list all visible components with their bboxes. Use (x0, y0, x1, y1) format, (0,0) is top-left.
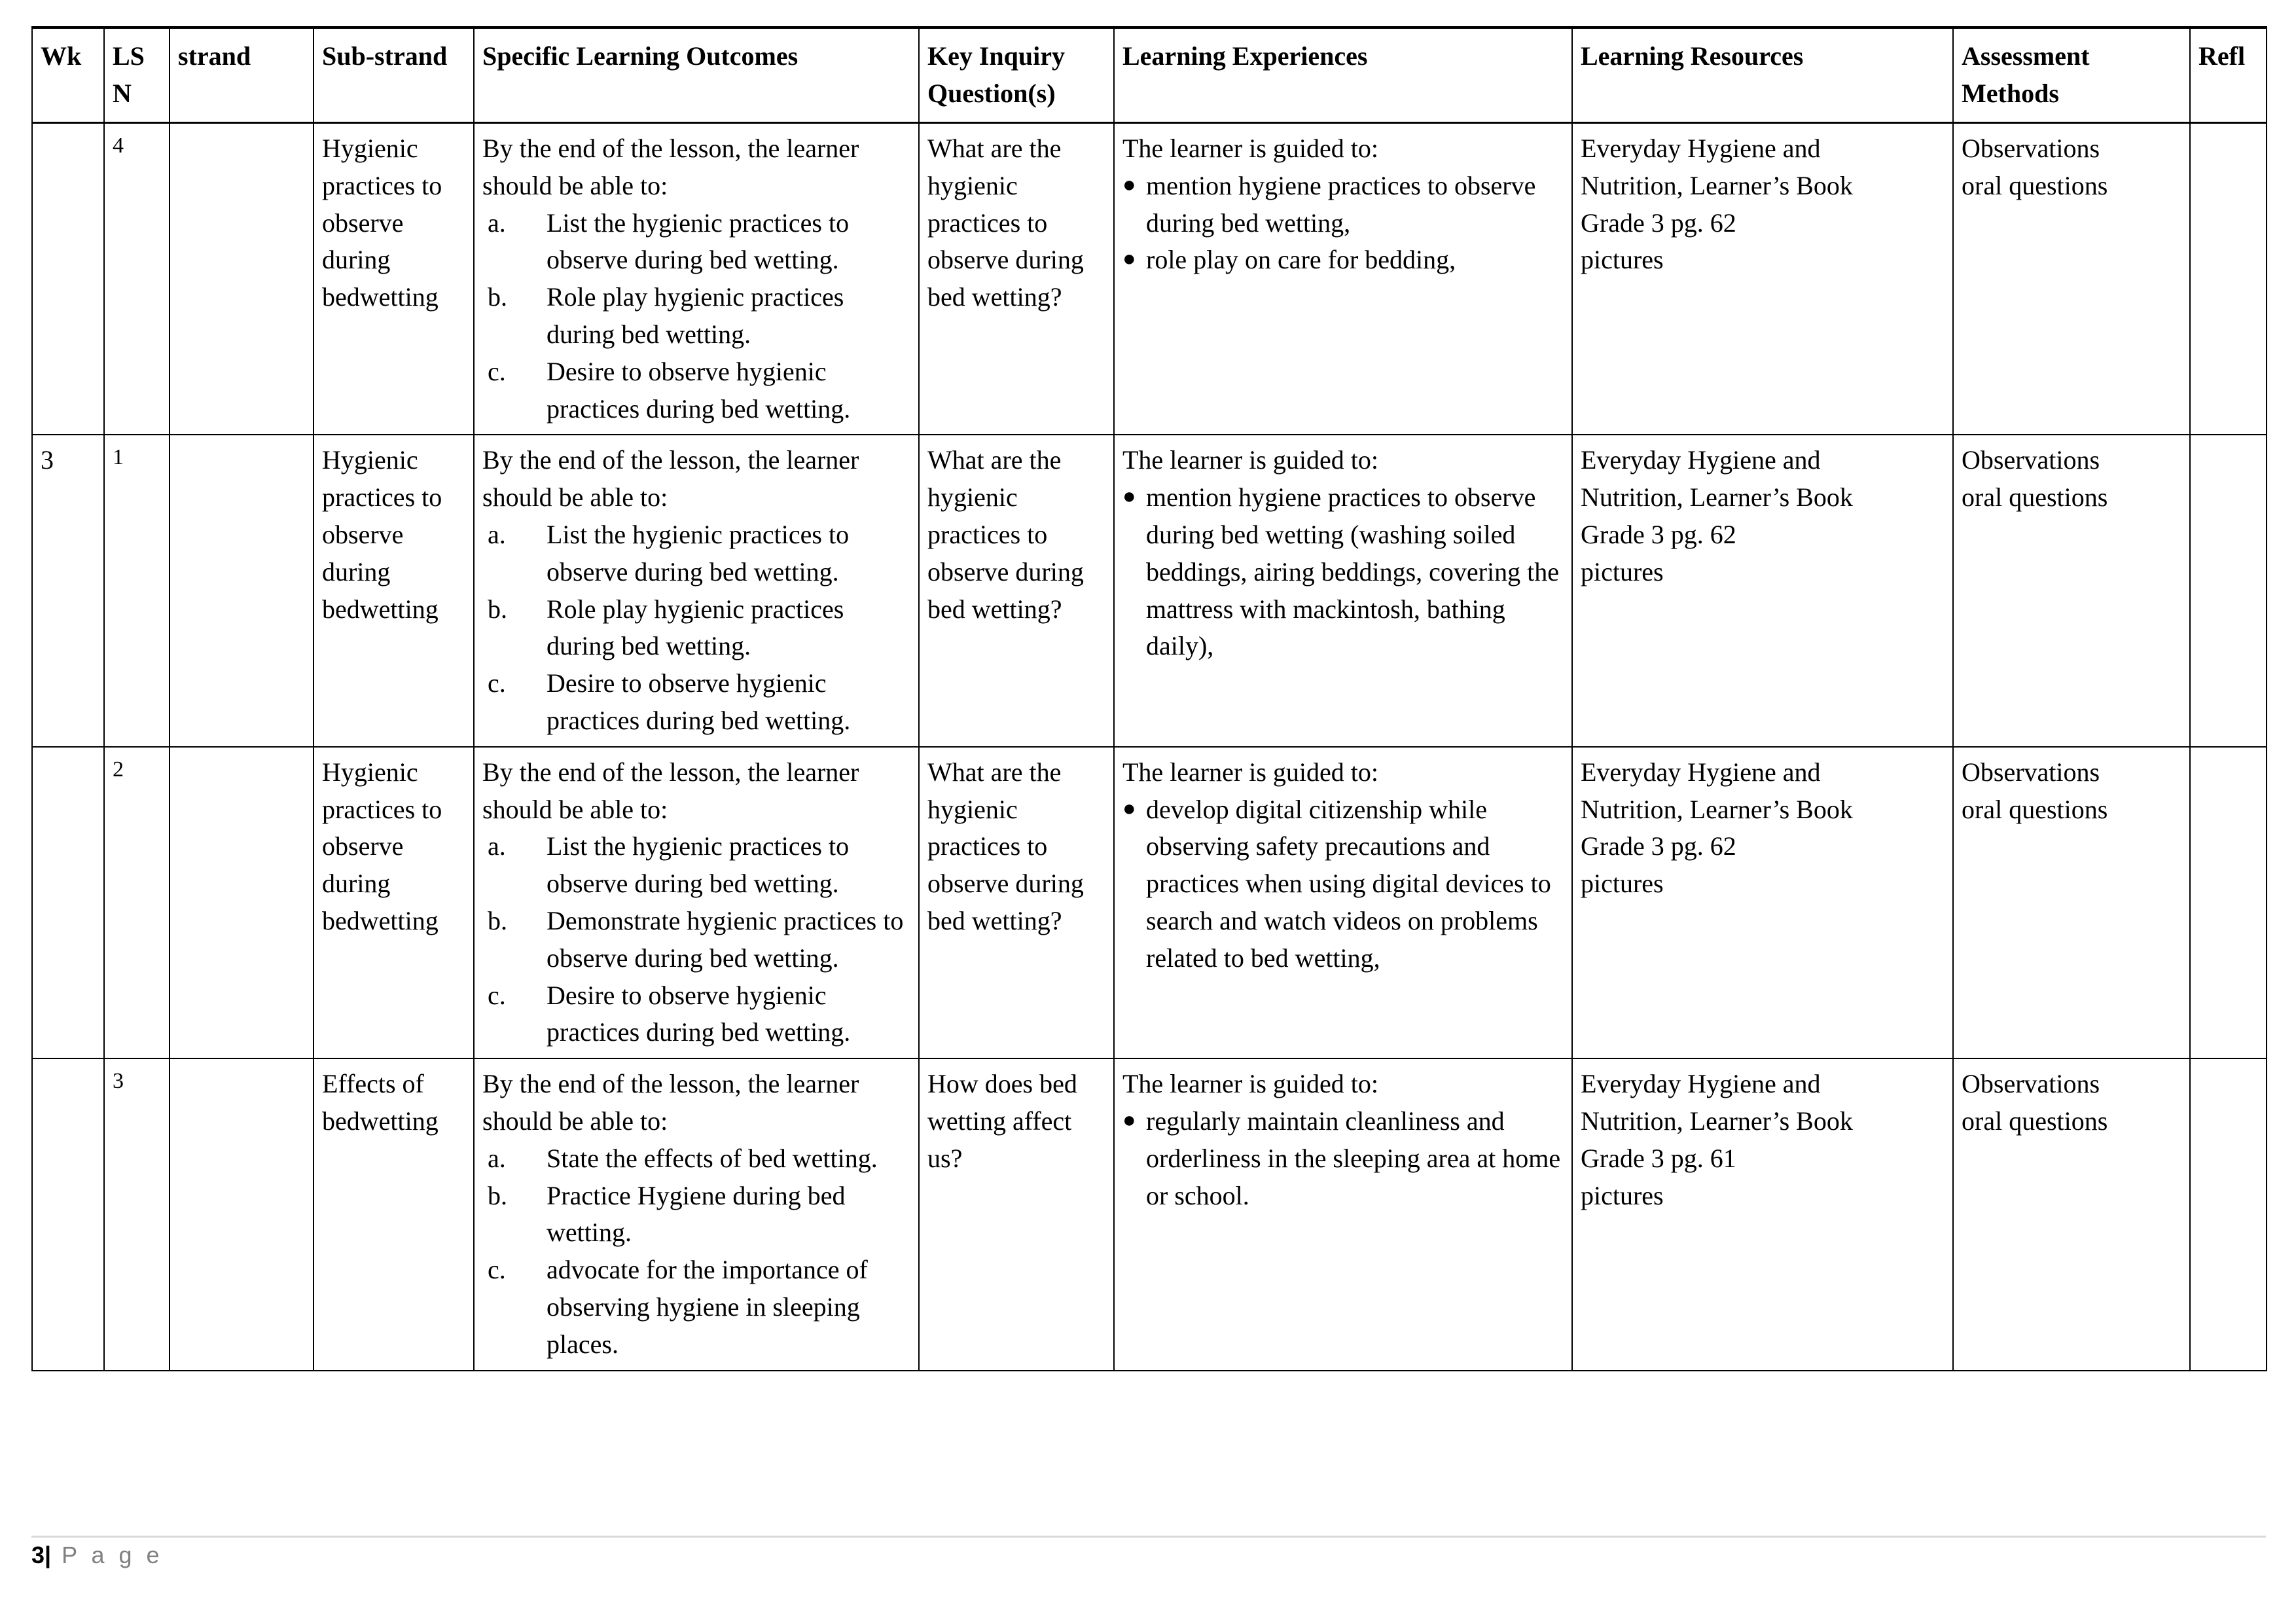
bullet-icon: ● (1122, 247, 1136, 272)
cell-learning-experiences (1114, 123, 1572, 435)
outcome-marker: c. (488, 1255, 506, 1285)
cell-lesson-number: 1 (104, 435, 170, 746)
cell-key-inquiry-question: What are the hygienic practices to observe during bed wetting? (919, 123, 1114, 435)
resource-line: Everyday Hygiene and (1581, 757, 1821, 787)
outcome-item (482, 1140, 910, 1178)
cell-learning-experiences (1114, 747, 1572, 1058)
outcomes-list (482, 205, 910, 428)
resource-line: Grade 3 pg. 61 (1581, 1143, 1736, 1173)
cell-week (32, 1058, 104, 1370)
cell-learning-resources (1572, 1058, 1953, 1370)
cell-week (32, 747, 104, 1058)
assessment-line: oral questions (1962, 482, 2108, 513)
experiences-list (1122, 168, 1564, 279)
assessment-line: Observations (1962, 757, 2100, 787)
experiences-lead-text: The learner is guided to: (1122, 757, 1378, 787)
outcome-text: List the hygienic practices to observe during bed wetting. (547, 208, 850, 275)
assessment-line: Observations (1962, 1069, 2100, 1099)
outcome-item (482, 205, 910, 280)
footer-separator: | (45, 1542, 52, 1568)
page-footer (31, 1536, 2266, 1569)
outcome-text: Role play hygienic practices during bed wetting. (547, 594, 844, 661)
resource-line: pictures (1581, 556, 1664, 586)
table-header-row (32, 27, 2267, 123)
experiences-lead-text: The learner is guided to: (1122, 134, 1378, 163)
cell-sub-strand: Hygienic practices to observe during bedwetting (314, 435, 474, 746)
experience-item (1122, 791, 1564, 977)
experience-text: mention hygiene practices to observe during bed wetting (washing soiled beddings, airing beddings, covering the mattress with mackintosh, bathing daily), (1146, 482, 1559, 661)
outcome-text: List the hygienic practices to observe during bed wetting. (547, 831, 850, 899)
outcome-marker: a. (488, 831, 506, 861)
outcomes-lead-text: By the end of the lesson, the learner should be able to: (482, 134, 859, 200)
cell-key-inquiry-question: What are the hygienic practices to observe during bed wetting? (919, 435, 1114, 746)
experience-item (1122, 168, 1564, 242)
bullet-icon: ● (1122, 1108, 1136, 1132)
cell-specific-learning-outcomes (474, 435, 919, 746)
cell-strand (170, 435, 314, 746)
footer-page-number: 3 (31, 1542, 45, 1568)
cell-strand (170, 747, 314, 1058)
table-row (32, 123, 2267, 435)
cell-assessment-methods (1953, 1058, 2190, 1370)
resource-line: pictures (1581, 1180, 1664, 1210)
cell-week (32, 123, 104, 435)
outcome-text: Desire to observe hygienic practices during bed wetting. (547, 980, 851, 1047)
assessment-line: oral questions (1962, 1106, 2108, 1136)
table-row (32, 1058, 2267, 1370)
cell-strand (170, 1058, 314, 1370)
cell-learning-resources (1572, 435, 1953, 746)
column-header-strand: strand (170, 27, 314, 123)
experiences-lead-text: The learner is guided to: (1122, 445, 1378, 475)
outcome-item (482, 591, 910, 666)
experience-item (1122, 479, 1564, 665)
cell-key-inquiry-question: How does bed wetting affect us? (919, 1058, 1114, 1370)
resource-line: Grade 3 pg. 62 (1581, 519, 1736, 549)
resource-line: Nutrition, Learner’s Book (1581, 170, 1853, 200)
outcome-text: List the hygienic practices to observe during bed wetting. (547, 519, 850, 586)
outcome-item (482, 1178, 910, 1252)
cell-sub-strand: Hygienic practices to observe during bedwetting (314, 123, 474, 435)
table-row (32, 435, 2267, 746)
resource-line: pictures (1581, 245, 1664, 275)
assessment-line: oral questions (1962, 170, 2108, 200)
outcome-marker: b. (488, 905, 507, 935)
cell-assessment-methods (1953, 435, 2190, 746)
outcome-marker: a. (488, 1143, 506, 1173)
experience-text: develop digital citizenship while observing safety precautions and practices when using digital devices to search and watch videos on problems related to bed wetting, (1146, 794, 1551, 973)
outcome-text: State the effects of bed wetting. (547, 1143, 878, 1173)
cell-sub-strand: Effects of bedwetting (314, 1058, 474, 1370)
outcome-item (482, 977, 910, 1052)
outcome-marker: a. (488, 208, 506, 238)
column-header-key-inquiry-questions: Key Inquiry Question(s) (919, 27, 1114, 123)
cell-specific-learning-outcomes (474, 123, 919, 435)
outcome-item (482, 903, 910, 977)
outcome-text: Desire to observe hygienic practices during bed wetting. (547, 356, 851, 424)
outcome-marker: b. (488, 282, 507, 312)
footer-divider (31, 1536, 2266, 1538)
column-header-learning-resources: Learning Resources (1572, 27, 1953, 123)
outcome-item (482, 353, 910, 428)
outcome-item (482, 665, 910, 740)
cell-week: 3 (32, 435, 104, 746)
cell-learning-experiences (1114, 1058, 1572, 1370)
outcome-marker: b. (488, 1180, 507, 1210)
cell-assessment-methods (1953, 123, 2190, 435)
bullet-icon: ● (1122, 172, 1136, 197)
outcomes-lead-text: By the end of the lesson, the learner should be able to: (482, 1069, 859, 1136)
footer-page-word: P a g e (62, 1542, 164, 1568)
resource-line: Nutrition, Learner’s Book (1581, 482, 1853, 513)
cell-strand (170, 123, 314, 435)
outcome-text: Demonstrate hygienic practices to observe during bed wetting. (547, 905, 904, 973)
cell-reflection (2190, 747, 2267, 1058)
column-header-reflection: Refl (2190, 27, 2267, 123)
experiences-lead-text: The learner is guided to: (1122, 1069, 1378, 1099)
resource-line: Grade 3 pg. 62 (1581, 831, 1736, 861)
column-header-lsn: LS N (104, 27, 170, 123)
cell-lesson-number: 3 (104, 1058, 170, 1370)
bullet-icon: ● (1122, 484, 1136, 509)
outcomes-lead-text: By the end of the lesson, the learner should be able to: (482, 757, 859, 824)
column-header-assessment-methods: Assessment Methods (1953, 27, 2190, 123)
outcome-item (482, 1252, 910, 1363)
assessment-line: Observations (1962, 445, 2100, 475)
bullet-icon: ● (1122, 796, 1136, 821)
outcome-text: Role play hygienic practices during bed wetting. (547, 282, 844, 349)
cell-reflection (2190, 435, 2267, 746)
cell-lesson-number: 2 (104, 747, 170, 1058)
resource-line: Everyday Hygiene and (1581, 1069, 1821, 1099)
cell-learning-resources (1572, 123, 1953, 435)
assessment-line: oral questions (1962, 794, 2108, 824)
outcome-marker: c. (488, 980, 506, 1010)
outcome-item (482, 516, 910, 591)
outcome-text: Desire to observe hygienic practices during bed wetting. (547, 668, 851, 735)
outcome-item (482, 279, 910, 353)
experience-text: role play on care for bedding, (1146, 245, 1456, 275)
column-header-sub-strand: Sub-strand (314, 27, 474, 123)
experience-text: regularly maintain cleanliness and orderliness in the sleeping area at home or school. (1146, 1106, 1561, 1210)
experiences-list (1122, 791, 1564, 977)
outcome-marker: b. (488, 594, 507, 624)
cell-learning-resources (1572, 747, 1953, 1058)
outcome-text: Practice Hygiene during bed wetting. (547, 1180, 846, 1248)
cell-reflection (2190, 1058, 2267, 1370)
outcome-item (482, 828, 910, 903)
cell-assessment-methods (1953, 747, 2190, 1058)
cell-learning-experiences (1114, 435, 1572, 746)
cell-reflection (2190, 123, 2267, 435)
outcomes-list (482, 828, 910, 1051)
footer-page-label (31, 1542, 2266, 1569)
outcome-marker: a. (488, 519, 506, 549)
column-header-wk: Wk (32, 27, 104, 123)
outcome-marker: c. (488, 668, 506, 698)
experience-text: mention hygiene practices to observe during bed wetting, (1146, 170, 1536, 238)
table-row (32, 747, 2267, 1058)
assessment-line: Observations (1962, 134, 2100, 163)
resource-line: Grade 3 pg. 62 (1581, 208, 1736, 238)
experiences-list (1122, 479, 1564, 665)
resource-line: Everyday Hygiene and (1581, 445, 1821, 475)
column-header-specific-learning-outcomes: Specific Learning Outcomes (474, 27, 919, 123)
scheme-of-work-table (31, 26, 2267, 1371)
outcome-marker: c. (488, 356, 506, 386)
resource-line: pictures (1581, 869, 1664, 899)
experience-item (1122, 242, 1564, 279)
column-header-learning-experiences: Learning Experiences (1114, 27, 1572, 123)
experiences-list (1122, 1103, 1564, 1214)
cell-specific-learning-outcomes (474, 747, 919, 1058)
experience-item (1122, 1103, 1564, 1214)
resource-line: Nutrition, Learner’s Book (1581, 1106, 1853, 1136)
resource-line: Nutrition, Learner’s Book (1581, 794, 1853, 824)
outcomes-list (482, 516, 910, 740)
outcomes-list (482, 1140, 910, 1363)
outcome-text: advocate for the importance of observing hygiene in sleeping places. (547, 1255, 868, 1359)
cell-specific-learning-outcomes (474, 1058, 919, 1370)
resource-line: Everyday Hygiene and (1581, 134, 1821, 163)
outcomes-lead-text: By the end of the lesson, the learner should be able to: (482, 445, 859, 513)
cell-key-inquiry-question: What are the hygienic practices to observe during bed wetting? (919, 747, 1114, 1058)
cell-lesson-number: 4 (104, 123, 170, 435)
cell-sub-strand: Hygienic practices to observe during bedwetting (314, 747, 474, 1058)
